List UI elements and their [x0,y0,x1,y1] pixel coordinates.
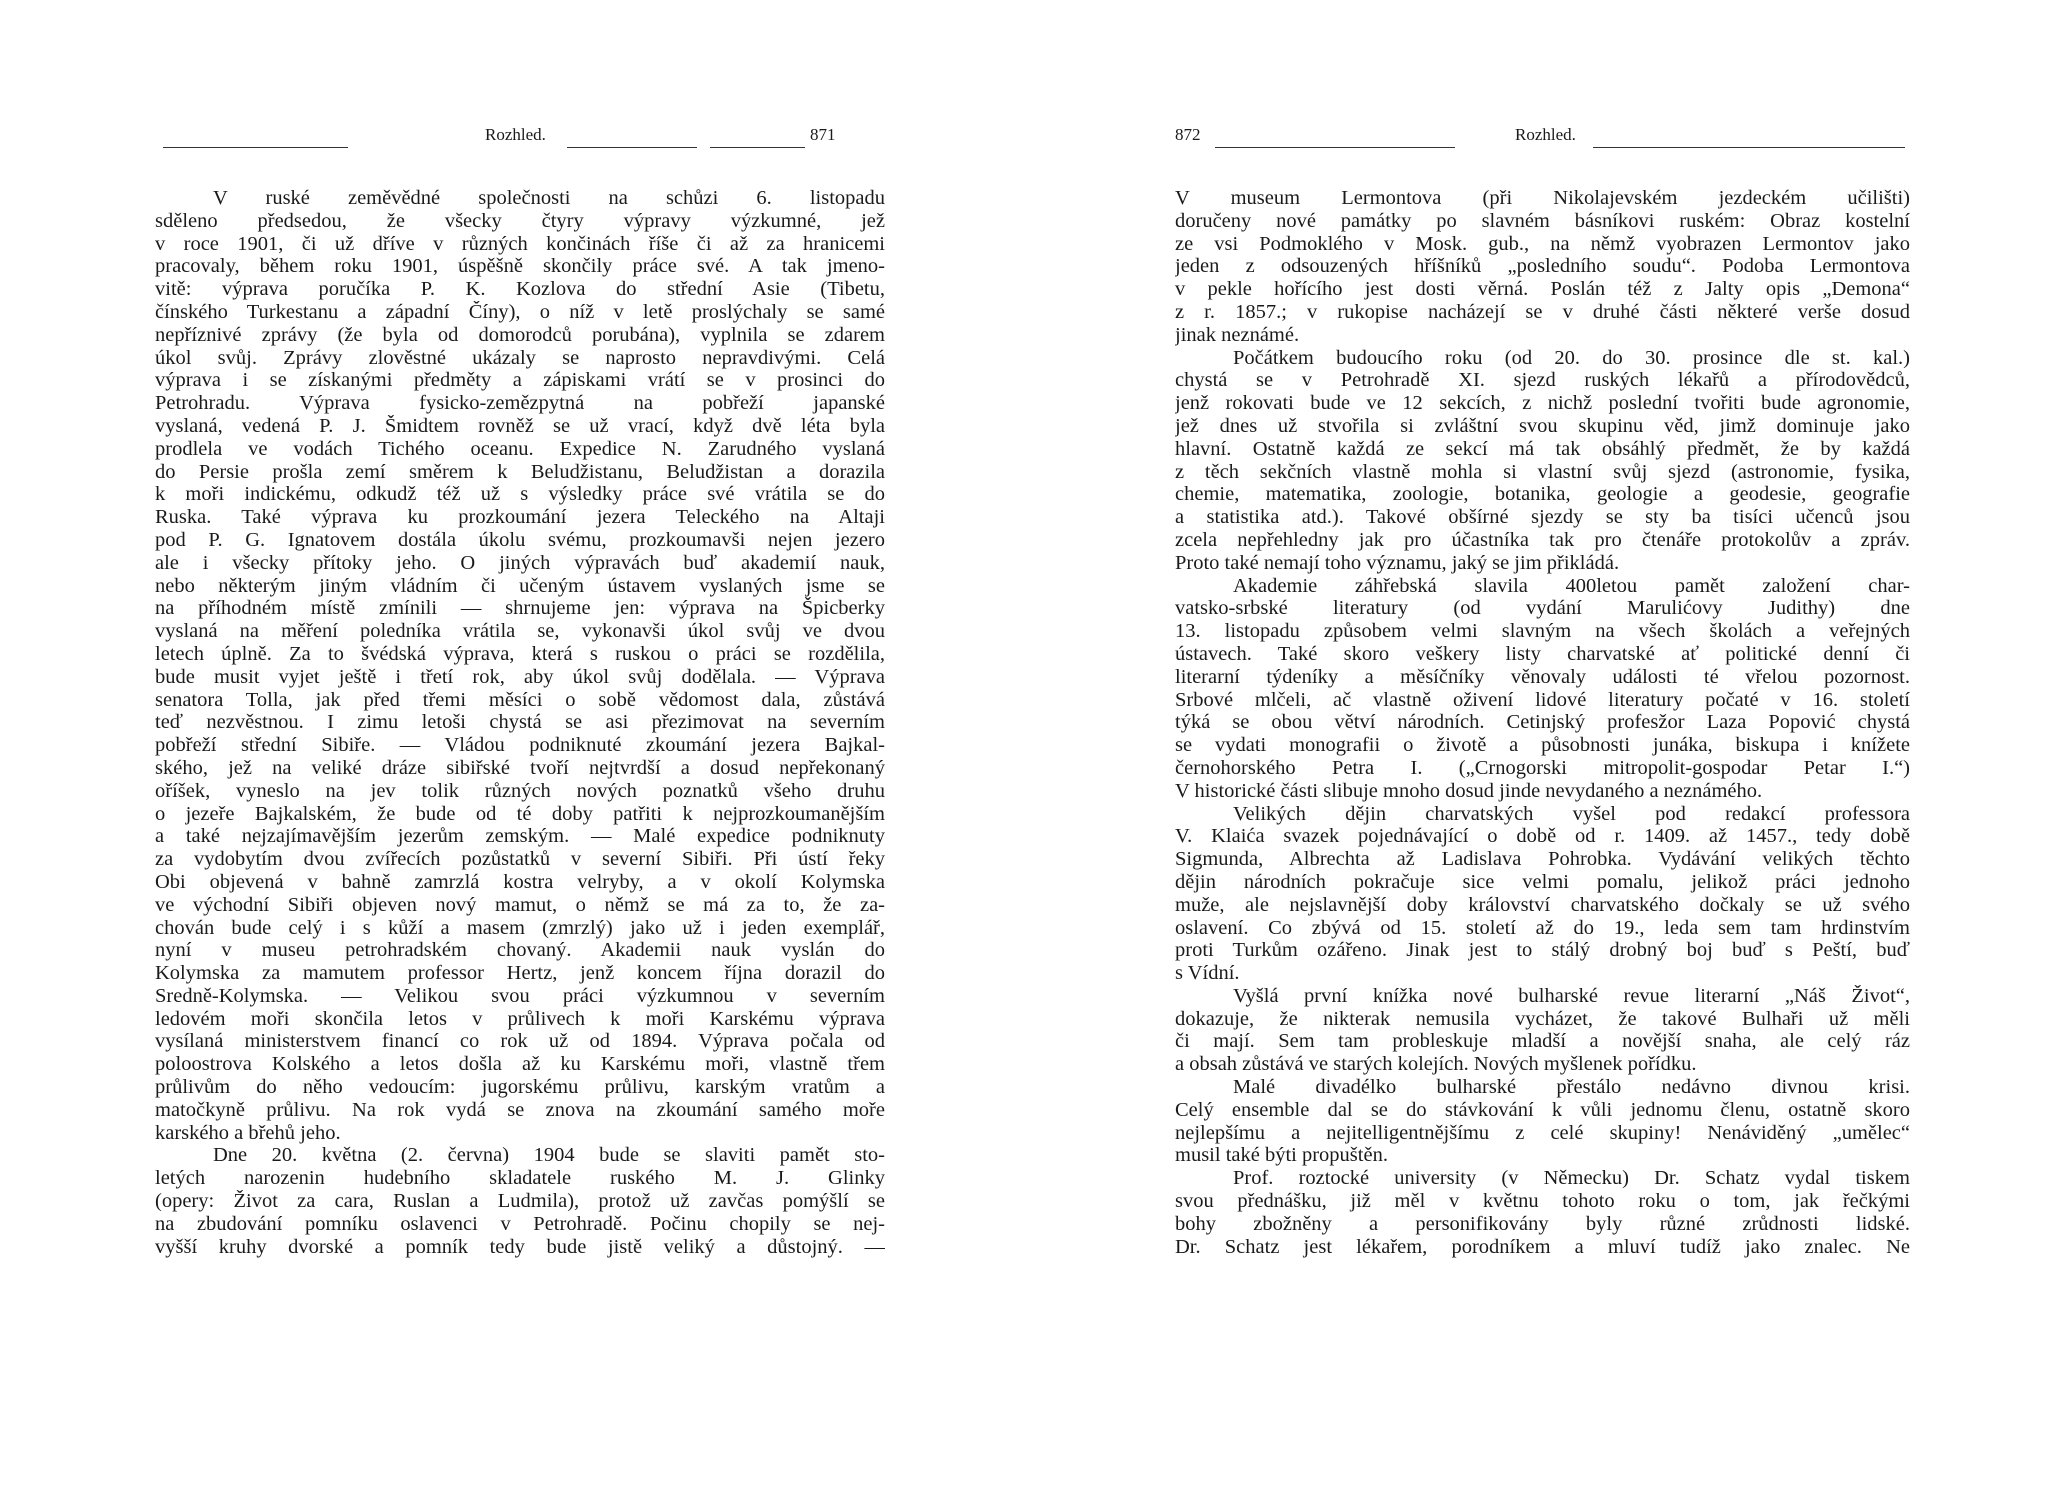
text-line: vysílaná ministerstvem financí co rok už od 1894. Výprava počala od [155,1030,885,1053]
text-line: pracovaly, během roku 1901, úspěšně skončily práce své. A tak jmeno- [155,255,885,278]
text-line: ale i všecky přítoky jeho. O jiných výpravách buď akademií nauk, [155,551,885,574]
text-line: Ruska. Také výprava ku prozkoumání jezera Teleckého na Altaji [155,506,885,529]
text-line: do Persie prošla zemí směrem k Beludžistanu, Beludžistan a dorazila [155,460,885,483]
text-line: vitě: výprava poručíka P. K. Kozlova do střední Asie (Tibetu, [155,278,885,301]
text-line: průlivům do něho vedoucím: jugorskému průlivu, karským vratům a [155,1076,885,1099]
text-line: chemie, matematika, zoologie, botanika, geologie a geodesie, geografie [1175,483,1910,506]
header-rule [1593,147,1905,148]
header-rule [163,147,348,148]
text-line: prodlela ve vodách Tichého oceanu. Expedice N. Zarudného vyslaná [155,437,885,460]
text-line: sděleno předsedou, že všecky čtyry výpravy výzkumné, jež [155,209,885,232]
text-line: letých narozenin hudebního skladatele ruského M. J. Glinky [155,1167,885,1190]
text-line: v pekle hořícího jest dosti věrná. Poslán též z Jalty opis „Demona“ [1175,278,1910,301]
page-number: 872 [1175,125,1201,144]
text-line: Počátkem budoucího roku (od 20. do 30. prosince dle st. kal.) [1233,346,1910,369]
text-line: (opery: Život za cara, Ruslan a Ludmila), protož už zavčas pomýšlí se [155,1190,885,1213]
text-line: na příhodném místě zmínili — shrnujeme jen: výprava na Špicberky [155,597,885,620]
text-line: muže, ale nejslavnější doby království charvatského dočkaly se už svého [1175,893,1910,916]
right-page [1175,0,1910,1500]
text-line: jež dnes už stvořila si zvláštní svou skupinu věd, jimž dominuje jako [1175,414,1910,437]
text-line: Velikých dějin charvatských vyšel pod redakcí professora [1233,802,1910,825]
text-line: Akademie záhřebská slavila 400letou pamět založení char- [1233,574,1910,597]
text-line: z r. 1857.; v rukopise nacházejí se v druhé části některé verše dosud [1175,300,1910,323]
text-line: Malé divadélko bulharské přestálo nedávno divnou krisi. [1233,1076,1910,1099]
text-line: Sredně-Kolymska. — Velikou svou práci výzkumnou v severním [155,984,885,1007]
text-line: či mají. Sem tam probleskuje mladší a novější snaha, ale celý ráz [1175,1030,1910,1053]
text-line: o jezeře Bajkalském, že bude od té doby patřiti k nejprozkoumanějším [155,802,885,825]
text-line: Vyšlá první knížka nové bulharské revue literarní „Náš Život“, [1233,984,1910,1007]
text-line: V museum Lermontova (při Nikolajevském jezdeckém učilišti) [1175,187,1910,209]
text-line: poloostrova Kolského a letos došla až ku Karskému moři, vlastně třem [155,1053,885,1076]
text-line: Sigmunda, Albrechta až Ladislava Pohrobka. Vydávání velikých těchto [1175,848,1910,871]
text-line: V ruské zeměvědné společnosti na schůzi 6. listopadu [213,187,885,209]
text-line: jeden z odsouzených hříšníků „posledního soudu“. Podoba Lermontova [1175,255,1910,278]
text-line: nepříznivé zprávy (že byla od domorodců porubána), vyplnila se zdarem [155,323,885,346]
text-line: k moři indickému, odkudž též už s výsledky práce své vrátila se do [155,483,885,506]
text-line: nebo některým jiným vládním či učeným ústavem vyslaných jsme se [155,574,885,597]
text-line: Dr. Schatz jest lékařem, porodníkem a mluví tudíž jako znalec. Ne [1175,1235,1910,1258]
text-line: ského, jež na veliké dráze sibiřské tvoří nejtvrdší a dosud nepřekonaný [155,756,885,779]
text-line: bohy zbožněny a personifikovány byly různé zrůdnosti lidské. [1175,1212,1910,1235]
text-line: na zbudování pomníku oslavenci v Petrohradě. Počinu chopily se nej- [155,1212,885,1235]
text-line: doručeny nové památky po slavném básníkovi ruském: Obraz kostelní [1175,209,1910,232]
text-line: ústavech. Také skoro veškery listy charvatské ať politické denní či [1175,642,1910,665]
text-line: teď nezvěstnou. I zimu letoši chystá se asi přezimovat na severním [155,711,885,734]
text-line: ledovém moři skončila letos v průlivech k moři Karskému výprava [155,1007,885,1030]
left-page [155,0,885,1500]
text-line: senatora Tolla, jak před třemi měsíci o sobě vědomost dala, zůstává [155,688,885,711]
running-head: Rozhled. [485,125,546,144]
right-page-header [1175,126,1910,150]
text-line: vyslaná na měření poledníka vrátila se, vykonavši úkol svůj ve dvou [155,620,885,643]
left-page-text [155,187,885,1258]
text-line: čínského Turkestanu a západní Číny), o níž v letě proslýchaly se samé [155,300,885,323]
text-line: pod P. G. Ignatovem dostála úkolu svému, prozkoumavši nejen jezero [155,528,885,551]
text-line: s Vídní. [1175,962,1240,985]
text-line: černohorského Petra I. („Crnogorski mitropolit-gospodar Petar I.“) [1175,756,1910,779]
text-line: matočkyně průlivu. Na rok vydá se znova na zkoumání samého moře [155,1098,885,1121]
text-line: V. Klaića svazek pojednávající o době od r. 1409. až 1457., tedy době [1175,825,1910,848]
text-line: vatsko-srbské literatury (od vydání Marulićovy Judithy) dne [1175,597,1910,620]
text-line: a obsah zůstává ve starých kolejích. Nových myšlenek pořídku. [1175,1053,1697,1076]
text-line: 13. listopadu způsobem velmi slavným na všech školách a veřejných [1175,620,1910,643]
text-line: proti Turkům ozářeno. Jinak jest to stálý drobný boj buď s Peští, buď [1175,939,1910,962]
text-line: Petrohradu. Výprava fysicko-zemězpytná na pobřeží japanské [155,392,885,415]
right-page-text [1175,187,1910,1258]
text-line: výprava i se získanými předměty a zápiskami vrátí se v prosinci do [155,369,885,392]
running-head: Rozhled. [1515,125,1576,144]
header-rule [710,147,805,148]
text-line: zcela nepřehledny jak pro účastníka tak pro čtenáře protokolův a zpráv. [1175,528,1910,551]
text-line: svou přednášku, již měl v květnu tohoto roku o tom, jak řečkými [1175,1190,1910,1213]
text-line: Prof. roztocké university (v Německu) Dr. Schatz vydal tiskem [1233,1167,1910,1190]
text-line: oříšek, vyneslo na jev tolik různých nových poznatků všeho druhu [155,779,885,802]
text-line: V historické části slibuje mnoho dosud jinde nevydaného a neznámého. [1175,779,1763,802]
text-line: a také nejzajímavějším jezerům zemským. — Malé expedice podniknuty [155,825,885,848]
left-page-header [155,126,885,150]
text-line: dějin národních pokračuje sice velmi pomalu, jelikož práci jednoho [1175,870,1910,893]
text-line: Dne 20. května (2. června) 1904 bude se slaviti pamět sto- [213,1144,885,1167]
text-line: ze vsi Podmoklého v Mosk. gub., na němž vyobrazen Lermontov jako [1175,232,1910,255]
text-line: literarní týdeníky a měsíčníky věnovaly události té vřelou pozornost. [1175,665,1910,688]
text-line: Srbové mlčeli, ač vlastně oživení lidové literatury počaté v 16. století [1175,688,1910,711]
text-line: karského a břehů jeho. [155,1121,341,1144]
text-line: oslavení. Co zbývá od 15. století až do 19., leda sem tam hrdinstvím [1175,916,1910,939]
text-line: vyslaná, vedená P. J. Šmidtem rovněž se už vrací, když dvě léta byla [155,414,885,437]
header-rule [1215,147,1455,148]
text-line: pobřeží střední Sibiře. — Vládou podniknuté zkoumání jezera Bajkal- [155,734,885,757]
text-line: úkol svůj. Zprávy zlověstné ukázaly se naprosto nepravdivými. Celá [155,346,885,369]
text-line: Proto také nemají toho významu, jaký se jim přikládá. [1175,551,1620,574]
text-line: bude musit vyjet ještě i třetí rok, aby úkol svůj dodělala. — Výprava [155,665,885,688]
text-line: musil také býti propuštěn. [1175,1144,1388,1167]
text-line: Kolymska za mamutem professor Hertz, jenž koncem října dorazil do [155,962,885,985]
text-line: z těch sekčních vlastně mohla si vlastní svůj sjezd (astronomie, fysika, [1175,460,1910,483]
text-line: za vydobytím dvou zvířecích pozůstatků v severní Sibiři. Při ústí řeky [155,848,885,871]
text-line: chystá se v Petrohradě XI. sjezd ruských lékařů a přírodovědců, [1175,369,1910,392]
text-line: Obi objevená v bahně zamrzlá kostra velryby, a v okolí Kolymska [155,870,885,893]
header-rule [567,147,697,148]
text-line: letech úplně. Za to švédská výprava, která s ruskou o práci se rozdělila, [155,642,885,665]
text-line: Celý ensemble dal se do stávkování k vůli jednomu členu, ostatně skoro [1175,1098,1910,1121]
text-line: chován bude celý i s kůží a masem (zmrzlý) jako už i jeden exemplář, [155,916,885,939]
text-line: vyšší kruhy dvorské a pomník tedy bude jistě veliký a důstojný. — [155,1235,885,1258]
text-line: se vydati monografii o životě a působnosti junáka, biskupa i knížete [1175,734,1910,757]
text-line: a statistika atd.). Takové obšírné sjezdy se sty ba tisíci učenců jsou [1175,506,1910,529]
text-line: v roce 1901, či už dříve v různých končinách říše či až za hranicemi [155,232,885,255]
text-line: nyní v museu petrohradském chovaný. Akademii nauk vyslán do [155,939,885,962]
text-line: jinak neznámé. [1175,323,1300,346]
text-line: ve východní Sibiři objeven nový mamut, o němž se má za to, že za- [155,893,885,916]
text-line: dokazuje, že nikterak nemusila vycházet, že takové Bulhaři už měli [1175,1007,1910,1030]
text-line: hlavní. Ostatně každá ze sekcí má tak obsáhlý předmět, že by každá [1175,437,1910,460]
page-number: 871 [810,125,836,144]
text-line: týká se obou větví národních. Cetinjský profesžor Laza Popović chystá [1175,711,1910,734]
text-line: nejlepšímu a nejitelligentnějšímu z celé skupiny! Nenáviděný „umělec“ [1175,1121,1910,1144]
text-line: jenž rokovati bude ve 12 sekcích, z nichž poslední tvořiti bude agronomie, [1175,392,1910,415]
